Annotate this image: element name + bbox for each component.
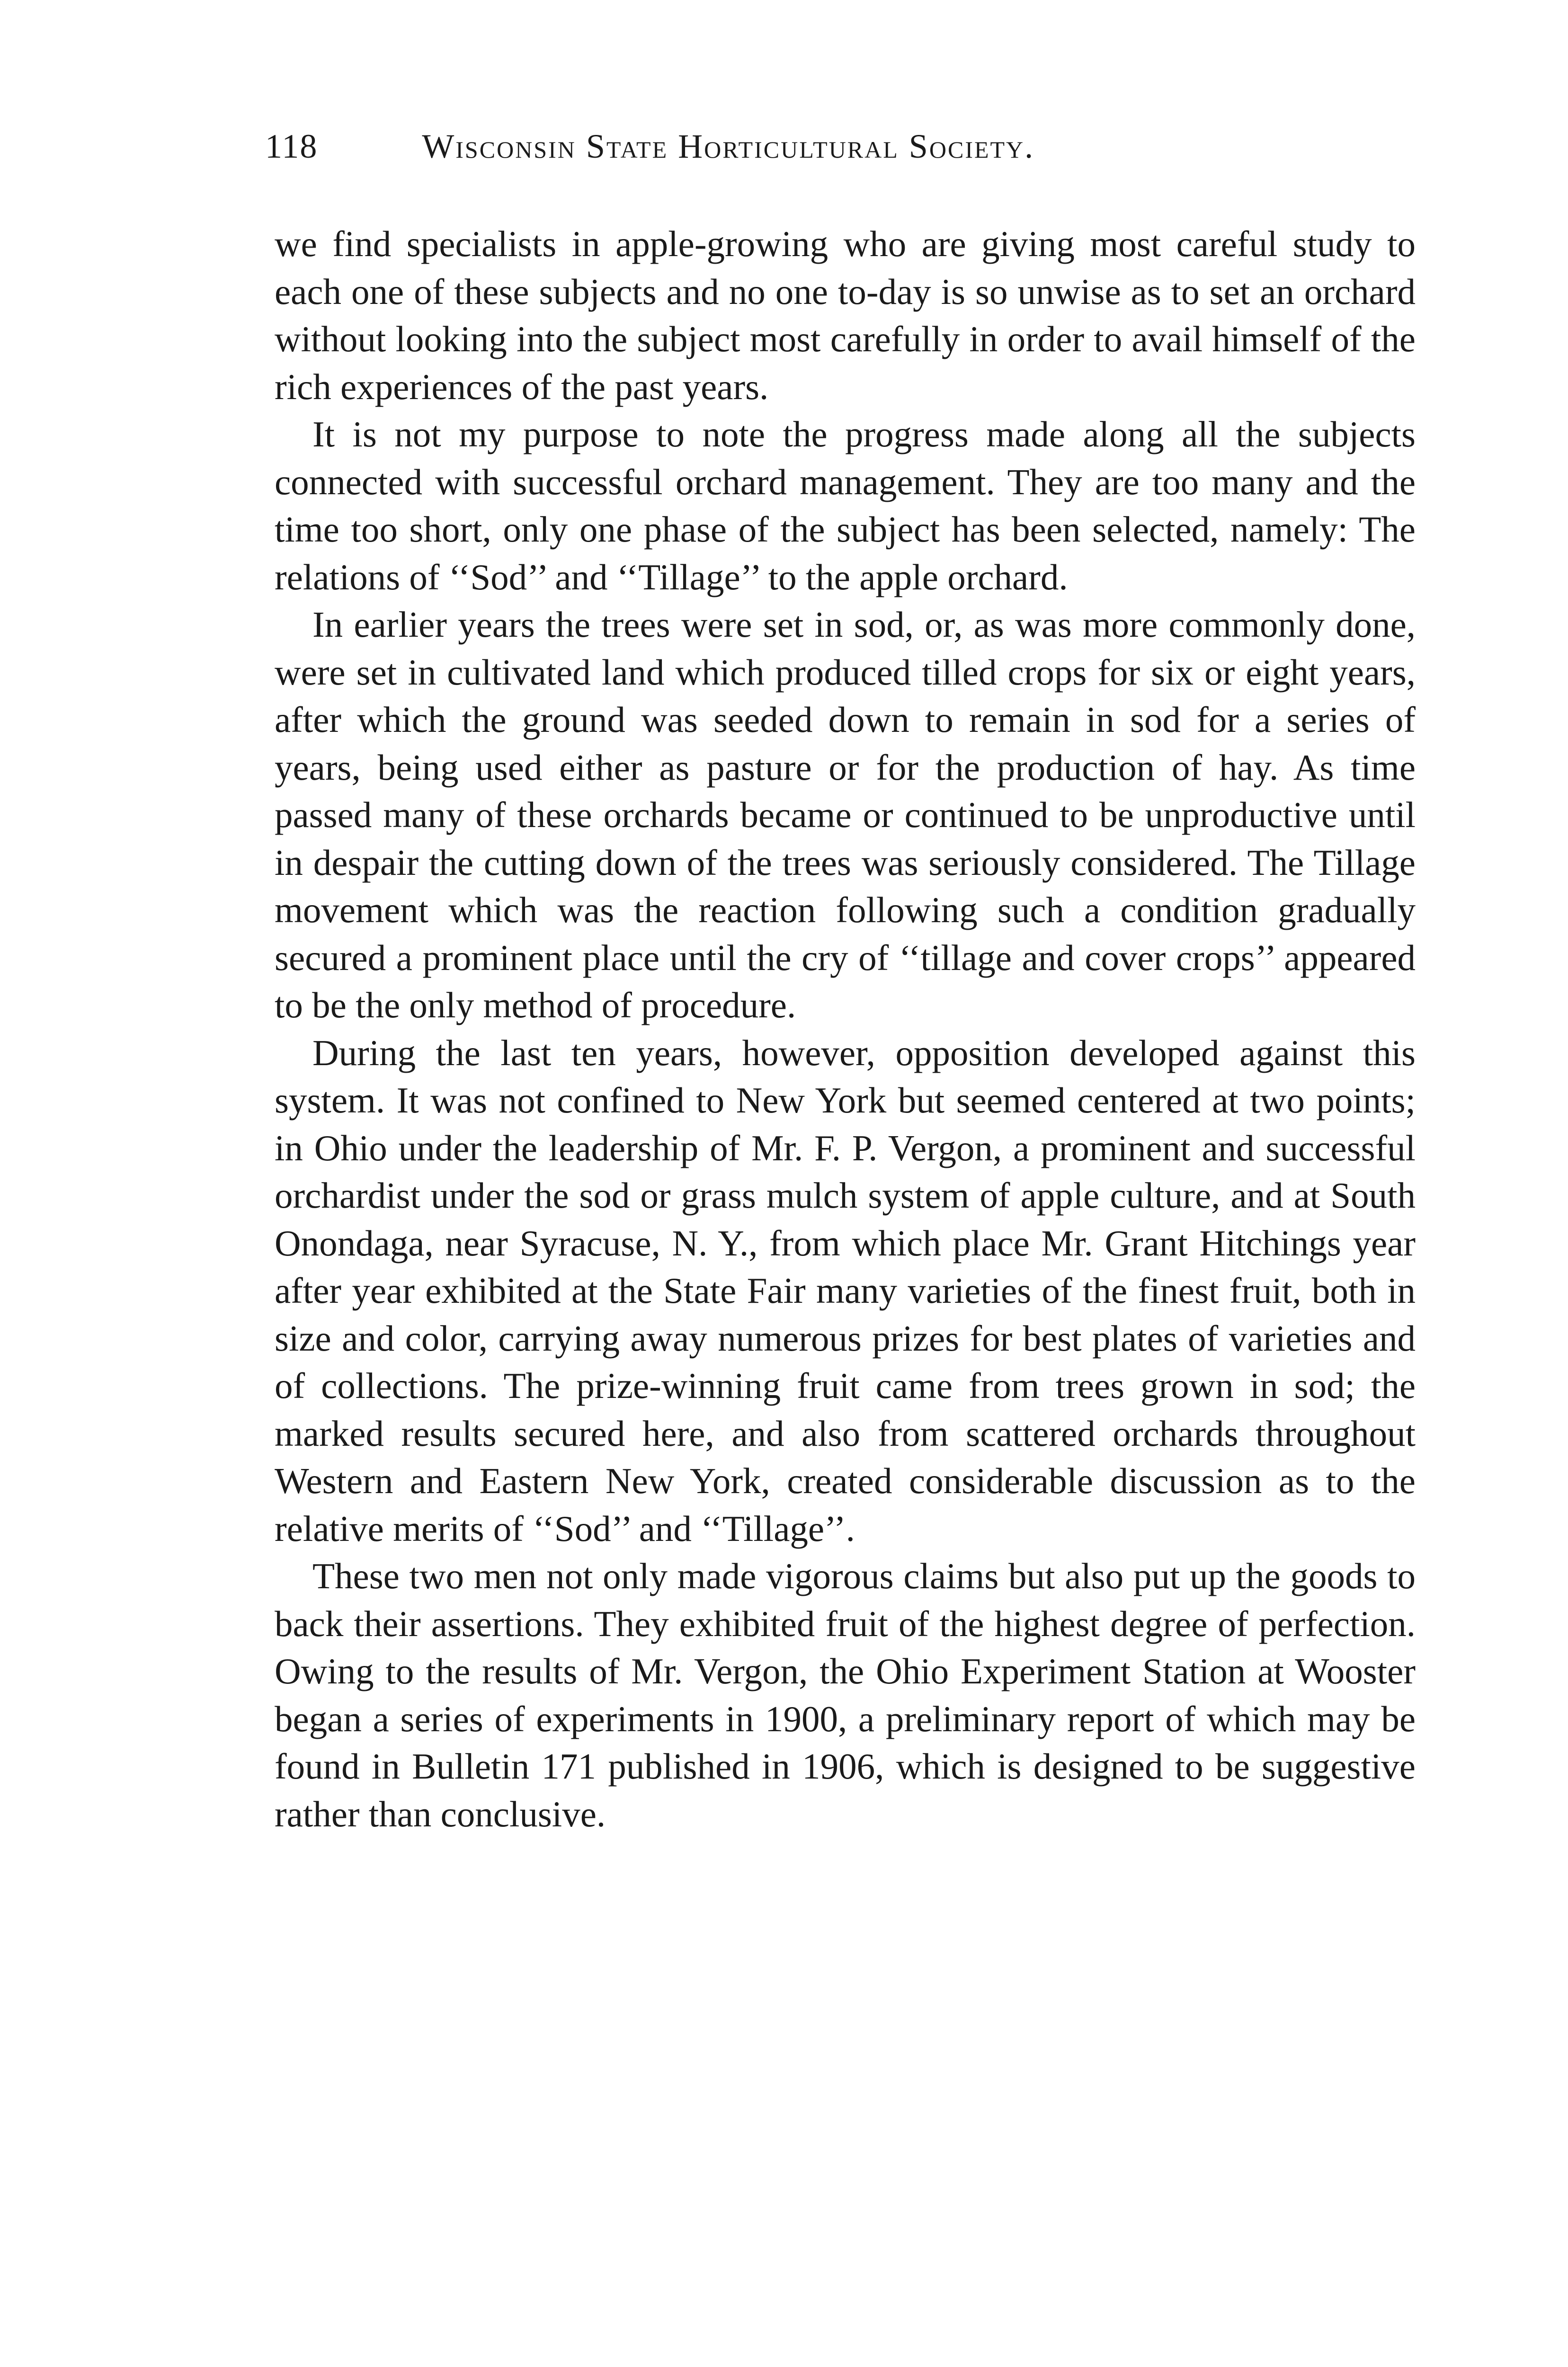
paragraph-continued: we find specialists in apple-growing who are giving most careful study to each one of these subjects and no one to-day is so unwise as to set an orchard without looking into the subject most carefully in order to avail himself of the rich experiences of the past years.	[275, 223, 1416, 407]
paragraph-experiments: These two men not only made vigorous claims but also put up the goods to back their assertions. They exhibited fruit of the highest degree of perfection. Owing to the results of Mr. Vergon, the Ohio Experiment Station at Wooster began a series of experiments in 1900, a preliminary report of which may be found in Bulletin 171 published in 1906, which is designed to be suggestive rather than conclusive.	[275, 1556, 1416, 1834]
paragraph-opposition: During the last ten years, however, opposition developed against this system. It was not confined to New York but seemed centered at two points; in Ohio under the leadership of Mr. F. P. Vergon, a prominent and successful orchardist under the sod or grass mulch system of apple culture, and at South Onondaga, near Syracuse, N. Y., from which place Mr. Grant Hitchings year after year exhibited at the State Fair many varieties of the finest fruit, both in size and color, carrying away numerous prizes for best plates of varieties and of collections. The prize-winning fruit came from trees grown in sod; the marked results secured here, and also from scattered orchards throughout Western and Eastern New York, created considerable discussion as to the relative merits of ‘‘Sod’’ and ‘‘Tillage’’.	[275, 1032, 1416, 1549]
body-text	[275, 220, 1416, 1838]
paragraph-earlier-years: In earlier years the trees were set in sod, or, as was more commonly done, were set in cultivated land which produced tilled crops for six or eight years, after which the ground was seeded down to remain in sod for a series of years, being used either as pasture or for the production of hay. As time passed many of these orchards became or continued to be unproductive until in despair the cutting down of the trees was seriously considered. The Tillage movement which was the reaction following such a condition gradually secured a prominent place until the cry of ‘‘tillage and cover crops’’ appeared to be the only method of procedure.	[275, 604, 1416, 1025]
page-number: 118	[265, 127, 318, 165]
paragraph-purpose: It is not my purpose to note the progress made along all the subjects connected with successful orchard management. They are too many and the time too short, only one phase of the subject has been selected, namely: The relations of ‘‘Sod’’ and ‘‘Tillage’’ to the apple orchard.	[275, 414, 1416, 597]
running-head	[265, 127, 1411, 174]
running-head-title: Wisconsin State Horticultural Society.	[422, 127, 1035, 165]
